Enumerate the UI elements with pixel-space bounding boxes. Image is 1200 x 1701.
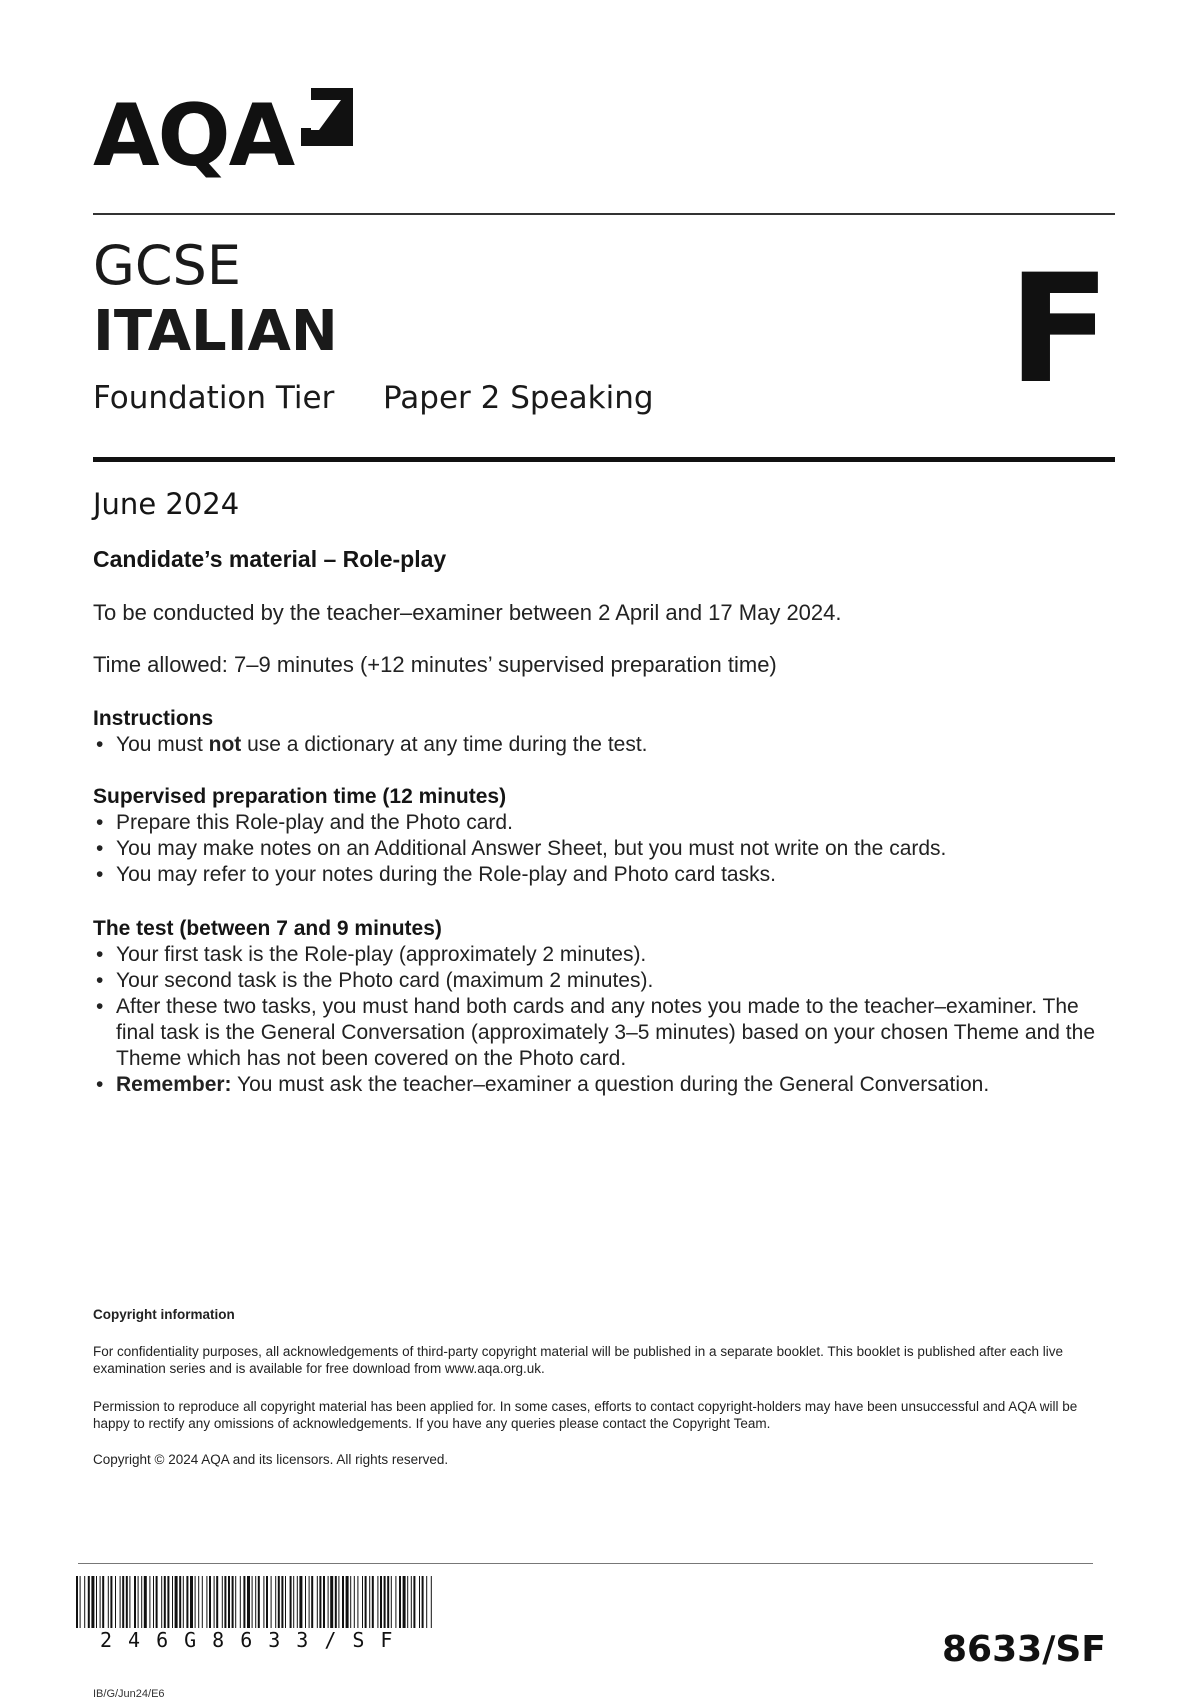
logo-leaf-icon xyxy=(301,88,353,146)
header-divider xyxy=(93,213,1115,215)
copyright-paragraph: Copyright © 2024 AQA and its licensors. All rights reserved. xyxy=(93,1452,449,1467)
barcode-digits: 246G8633/SF xyxy=(100,1628,409,1652)
instructions-section xyxy=(93,705,1113,758)
copyright-heading: Copyright information xyxy=(93,1307,235,1322)
copyright-paragraph: Permission to reproduce all copyright material has been applied for. In some cases, efforts to contact copyright-holders may have been unsuccessful and AQA will be happy to rectify any omissions of acknowledgements. If you have any queries please contact the Copyright Team. xyxy=(93,1399,1078,1431)
copyright-paragraph: For confidentiality purposes, all acknowledgements of third-party copyright material will be published in a separate booklet. This booklet is published after each live examination series and is available for free download from www.aqa.org.uk. xyxy=(93,1344,1064,1376)
instructions-heading: Instructions xyxy=(93,707,214,730)
paper-label: Paper 2 Speaking xyxy=(383,380,654,416)
tier-letter: F xyxy=(1008,243,1111,417)
list-item: • Your second task is the Photo card (maximum 2 minutes). xyxy=(93,968,1113,994)
conducted-text: To be conducted by the teacher–examiner between 2 April and 17 May 2024. xyxy=(93,600,842,625)
document-reference: IB/G/Jun24/E6 xyxy=(93,1688,165,1700)
exam-date: June 2024 xyxy=(93,487,240,521)
aqa-logo xyxy=(93,86,363,186)
list-item: • Remember: You must ask the teacher–examiner a question during the General Conversation. xyxy=(93,1072,1113,1098)
barcode-icon xyxy=(76,1576,434,1628)
test-list xyxy=(93,942,1113,1098)
list-item: • Prepare this Role-play and the Photo card. xyxy=(93,810,1113,836)
list-item: • You must not use a dictionary at any time during the test. xyxy=(93,732,1113,758)
logo-text: AQA xyxy=(93,86,294,186)
preparation-list xyxy=(93,810,1113,888)
material-heading: Candidate’s material – Role-play xyxy=(93,546,447,572)
instructions-list xyxy=(93,732,1113,758)
test-heading: The test (between 7 and 9 minutes) xyxy=(93,917,442,940)
qualification-title: GCSE xyxy=(93,234,241,297)
subject-title: ITALIAN xyxy=(93,299,338,364)
time-allowed: Time allowed: 7–9 minutes (+12 minutes’ supervised preparation time) xyxy=(93,652,777,677)
preparation-heading: Supervised preparation time (12 minutes) xyxy=(93,785,507,808)
list-item: • After these two tasks, you must hand both cards and any notes you made to the teacher–examiner. The final task is the General Conversation (approximately 3–5 minutes) based on your chosen Theme and the Theme which has not been covered on the Photo card. xyxy=(93,994,1113,1072)
test-section xyxy=(93,915,1113,1098)
list-item: • Your first task is the Role-play (approximately 2 minutes). xyxy=(93,942,1113,968)
list-item: • You may make notes on an Additional Answer Sheet, but you must not write on the cards. xyxy=(93,836,1113,862)
list-item: • You may refer to your notes during the Role-play and Photo card tasks. xyxy=(93,862,1113,888)
paper-code: 8633/SF xyxy=(942,1629,1106,1670)
preparation-section xyxy=(93,783,1113,888)
title-divider xyxy=(93,457,1115,462)
footer-divider xyxy=(78,1563,1093,1564)
tier-label: Foundation Tier xyxy=(93,380,335,416)
